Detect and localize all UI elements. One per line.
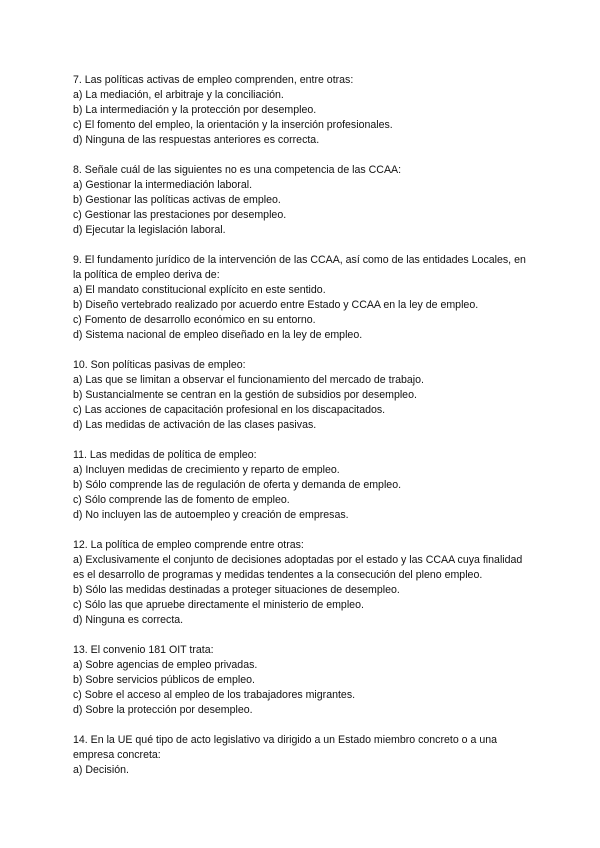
option-c: c) Sólo comprende las de fomento de empleo. — [73, 494, 290, 507]
option-a: a) La mediación, el arbitraje y la conciliación. — [73, 89, 284, 102]
option-a: a) Decisión. — [73, 764, 129, 777]
option-b: b) Sobre servicios públicos de empleo. — [73, 674, 255, 687]
question-13 — [73, 643, 533, 718]
option-d: d) Ninguna es correcta. — [73, 614, 184, 627]
option-c: c) Gestionar las prestaciones por desempleo. — [73, 209, 287, 222]
option-b: b) Sustancialmente se centran en la gestión de subsidios por desempleo. — [73, 389, 417, 402]
option-d: d) Ejecutar la legislación laboral. — [73, 224, 226, 237]
option-d: d) Ninguna de las respuestas anteriores es correcta. — [73, 134, 320, 147]
option-a: a) Las que se limitan a observar el funcionamiento del mercado de trabajo. — [73, 374, 424, 387]
option-c: c) Sólo las que apruebe directamente el ministerio de empleo. — [73, 599, 364, 612]
question-14 — [73, 733, 533, 778]
option-d: d) Las medidas de activación de las clases pasivas. — [73, 419, 317, 432]
option-c: c) El fomento del empleo, la orientación y la inserción profesionales. — [73, 119, 393, 132]
option-b: b) La intermediación y la protección por desempleo. — [73, 104, 317, 117]
question-text: 12. La política de empleo comprende entre otras: — [73, 538, 304, 551]
question-text: 7. Las políticas activas de empleo comprenden, entre otras: — [73, 74, 354, 86]
question-10 — [73, 358, 533, 433]
option-c: c) Las acciones de capacitación profesional en los discapacitados. — [73, 404, 386, 417]
option-d: d) No incluyen las de autoempleo y creación de empresas. — [73, 509, 349, 522]
document-page — [73, 73, 533, 793]
question-9 — [73, 253, 533, 344]
option-a: a) Sobre agencias de empleo privadas. — [73, 659, 258, 672]
option-b: b) Sólo comprende las de regulación de oferta y demanda de empleo. — [73, 479, 402, 492]
option-a: a) Incluyen medidas de crecimiento y reparto de empleo. — [73, 464, 340, 477]
option-a: a) Exclusivamente el conjunto de decisiones adoptadas por el estado y las CCAA cuya finalidad es el desarrollo de programas y medidas tendentes a la consecución del pleno empleo. — [73, 554, 523, 582]
option-a: a) Gestionar la intermediación laboral. — [73, 179, 253, 192]
question-text: 13. El convenio 181 OIT trata: — [73, 644, 214, 656]
option-b: b) Diseño vertebrado realizado por acuerdo entre Estado y CCAA en la ley de empleo. — [73, 299, 479, 312]
option-c: c) Fomento de desarrollo económico en su entorno. — [73, 314, 316, 327]
option-b: b) Gestionar las políticas activas de empleo. — [73, 194, 281, 207]
question-12 — [73, 538, 533, 629]
question-text: 9. El fundamento jurídico de la intervención de las CCAA, así como de las entidades Locales, en la política de empleo deriva de: — [73, 253, 526, 282]
question-8 — [73, 163, 533, 238]
option-c: c) Sobre el acceso al empleo de los trabajadores migrantes. — [73, 689, 356, 702]
question-text: 10. Son políticas pasivas de empleo: — [73, 359, 246, 371]
option-a: a) El mandato constitucional explícito en este sentido. — [73, 284, 326, 297]
question-11 — [73, 448, 533, 523]
option-b: b) Sólo las medidas destinadas a proteger situaciones de desempleo. — [73, 584, 400, 597]
question-7 — [73, 73, 533, 148]
question-text: 11. Las medidas de política de empleo: — [73, 448, 257, 461]
option-d: d) Sobre la protección por desempleo. — [73, 704, 253, 717]
question-text: 14. En la UE qué tipo de acto legislativo va dirigido a un Estado miembro concreto o a una empresa concreta: — [73, 733, 498, 762]
option-d: d) Sistema nacional de empleo diseñado en la ley de empleo. — [73, 329, 363, 342]
question-text: 8. Señale cuál de las siguientes no es una competencia de las CCAA: — [73, 163, 402, 176]
